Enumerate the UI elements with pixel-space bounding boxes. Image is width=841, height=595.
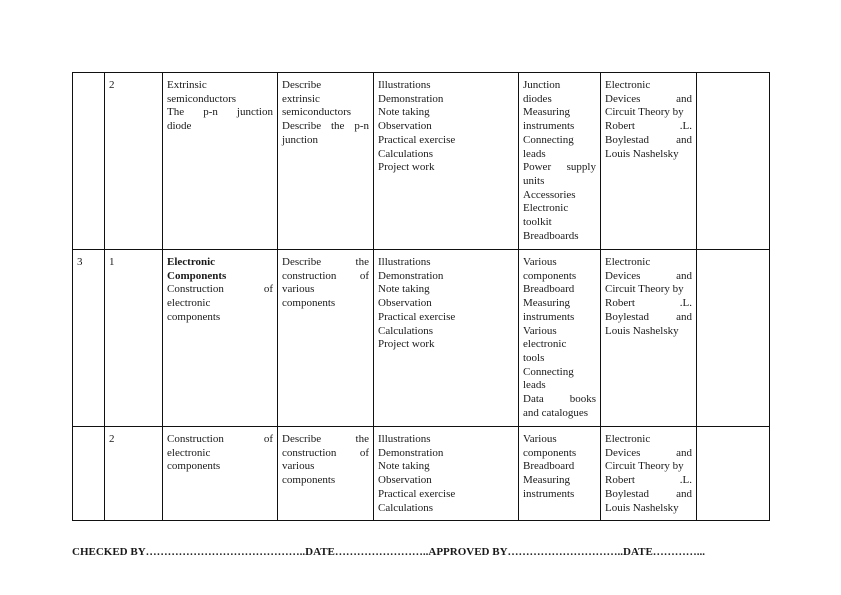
cell-line: Junction [523,79,561,91]
table-row [73,427,770,521]
cell-line: Various [523,256,557,268]
cell-line: Devices and [605,269,692,282]
cell-line: Measuring [523,297,571,310]
cell-line: Circuit Theory by [605,106,684,119]
activities-cell [374,73,519,250]
cell-line: Breadboards [523,229,579,242]
cell-line: Electronic [605,256,651,268]
cell-line: Robert .L. [605,120,692,133]
cell-line: various [282,283,315,296]
cell-line: Connecting [523,365,574,378]
table-row [73,73,770,250]
cell-line: Project work [378,161,435,174]
cell-line: semiconductors [167,92,237,105]
cell-line: Breadboard [523,283,575,296]
cell-line: Accessories [523,188,576,201]
topic-cell [163,427,278,521]
topic-cell [163,250,278,427]
cell-line: components [523,446,577,459]
cell-line: Note taking [378,460,430,473]
objectives-cell [278,427,374,521]
cell-line: toolkit [523,216,552,229]
cell-line: Observation [378,474,432,487]
cell-line: Boylestad and [605,310,692,323]
cell-line: Practical exercise [378,133,456,146]
cell-line: Circuit Theory by [605,283,684,296]
remarks-cell [697,427,770,521]
cell-line: components [167,310,221,323]
cell-line: Louis Nashelsky [605,147,679,160]
cell-line: electronic [523,338,567,351]
cell-line: construction of [282,446,369,459]
cell-line: junction [282,133,319,146]
topic-heading: Electronic [167,256,216,268]
cell-line: Note taking [378,283,430,296]
cell-line: Devices and [605,92,692,105]
cell-line: Robert .L. [605,297,692,310]
references-cell [601,73,697,250]
cell-line: Calculations [378,501,433,514]
lesson-cell: 2 [105,73,163,250]
week-cell [73,73,105,250]
cell-line: Illustrations [378,433,431,445]
cell-line: diodes [523,92,552,105]
cell-line: Connecting [523,133,574,146]
cell-line: Circuit Theory by [605,460,684,473]
cell-line: Electronic [605,433,651,445]
cell-line: Various [523,433,557,445]
cell-line: Measuring [523,106,571,119]
cell-line: tools [523,351,545,364]
cell-line: Calculations [378,147,433,160]
table-body [73,73,770,521]
scheme-of-work-table [72,72,770,521]
remarks-cell [697,250,770,427]
cell-line: Electronic [523,202,569,215]
remarks-cell [697,73,770,250]
cell-line: leads [523,379,546,392]
signature-footer: CHECKED BY……………………………………..DATE……………………..APPROVED BY…………………………..DATE…………... [72,546,706,558]
cell-line: Boylestad and [605,487,692,500]
cell-line: Illustrations [378,79,431,91]
objectives-cell [278,73,374,250]
cell-line: Observation [378,120,432,133]
cell-line: Illustrations [378,256,431,268]
cell-line: Observation [378,297,432,310]
table-row [73,250,770,427]
cell-line: Calculations [378,324,433,337]
topic-cell [163,73,278,250]
references-cell [601,250,697,427]
cell-line: electronic [167,297,211,310]
cell-line: The p-n junction [167,106,273,119]
cell-line: Project work [378,338,435,351]
cell-line: Describe the p-n [282,120,369,133]
cell-line: construction of [282,269,369,282]
cell-line: extrinsic [282,92,320,105]
cell-line: components [167,460,221,473]
cell-line: components [282,474,336,487]
cell-line: Devices and [605,446,692,459]
cell-line: Practical exercise [378,310,456,323]
cell-line: Describe the [282,433,369,445]
cell-line: Construction of [167,433,273,445]
topic-heading: Components [167,269,227,282]
cell-line: Describe the [282,256,369,268]
cell-line: Describe [282,79,322,91]
cell-line: diode [167,120,192,133]
cell-line: Demonstration [378,446,444,459]
activities-cell [374,427,519,521]
cell-line: Demonstration [378,92,444,105]
resources-cell [519,250,601,427]
cell-line: Louis Nashelsky [605,324,679,337]
cell-line: Demonstration [378,269,444,282]
cell-line: instruments [523,120,575,133]
week-cell [73,427,105,521]
lesson-cell: 2 [105,427,163,521]
cell-line: components [523,269,577,282]
lesson-cell: 1 [105,250,163,427]
resources-cell [519,73,601,250]
cell-line: instruments [523,310,575,323]
cell-line: electronic [167,446,211,459]
cell-line: Note taking [378,106,430,119]
cell-line: Breadboard [523,460,575,473]
objectives-cell [278,250,374,427]
cell-line: Boylestad and [605,133,692,146]
cell-line: instruments [523,487,575,500]
cell-line: Measuring [523,474,571,487]
cell-line: Practical exercise [378,487,456,500]
cell-line: components [282,297,336,310]
cell-line: Extrinsic [167,79,207,91]
cell-line: Robert .L. [605,474,692,487]
cell-line: Construction of [167,283,273,296]
cell-line: Various [523,324,557,337]
cell-line: and catalogues [523,406,589,419]
cell-line: leads [523,147,546,160]
week-cell: 3 [73,250,105,427]
cell-line: Electronic [605,79,651,91]
cell-line: Data books [523,393,596,406]
cell-line: units [523,174,545,187]
cell-line: Louis Nashelsky [605,501,679,514]
resources-cell [519,427,601,521]
cell-line: Power supply [523,161,596,174]
references-cell [601,427,697,521]
activities-cell [374,250,519,427]
cell-line: various [282,460,315,473]
cell-line: semiconductors [282,106,352,119]
